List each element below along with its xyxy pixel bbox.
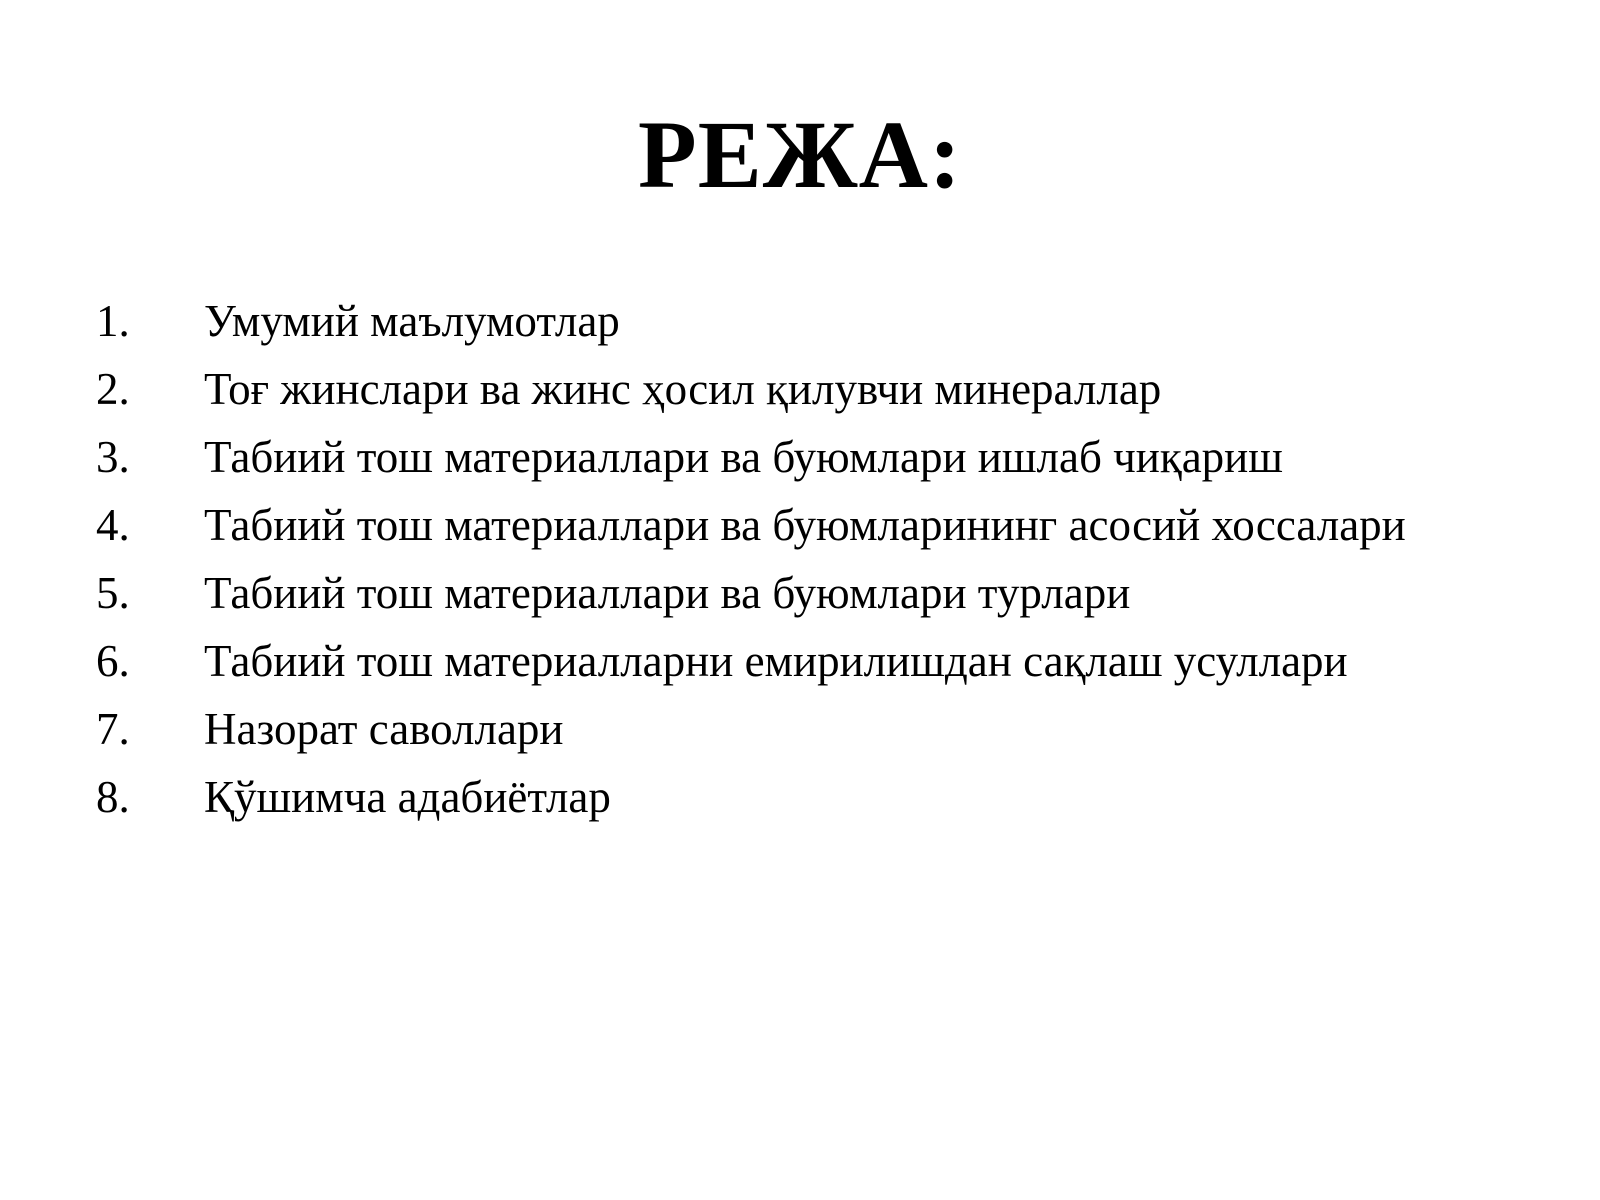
plan-item-5: [96, 564, 1516, 622]
plan-item-number: 4.: [96, 500, 130, 550]
plan-item-1: [96, 292, 1516, 350]
plan-item-text: Тоғ жинслари ва жинс ҳосил қилувчи минераллар: [204, 364, 1162, 414]
plan-item-text: Табиий тош материаллари ва буюмлари ишлаб чиқариш: [204, 432, 1283, 482]
plan-item-text: Умумий маълумотлар: [204, 296, 620, 346]
plan-item-number: 6.: [96, 636, 130, 686]
plan-item-number: 5.: [96, 568, 130, 618]
plan-item-3: [96, 428, 1516, 486]
slide-title: РЕЖА:: [638, 101, 962, 208]
plan-item-6: [96, 632, 1516, 690]
plan-item-number: 8.: [96, 772, 130, 822]
plan-item-number: 7.: [96, 704, 130, 754]
plan-item-number: 3.: [96, 432, 130, 482]
plan-item-text: Табиий тош материаллари ва буюмларининг асосий хоссалари: [204, 500, 1406, 550]
plan-item-number: 1.: [96, 296, 130, 346]
plan-item-number: 2.: [96, 364, 130, 414]
plan-item-text: Табиий тош материалларни емирилишдан сақлаш усуллари: [204, 636, 1348, 686]
plan-item-8: [96, 768, 1516, 826]
plan-item-text: Қўшимча адабиётлар: [204, 772, 611, 822]
plan-item-4: [96, 496, 1516, 554]
plan-item-7: [96, 700, 1516, 758]
plan-item-2: [96, 360, 1516, 418]
plan-list: [96, 292, 1516, 836]
plan-item-text: Табиий тош материаллари ва буюмлари турлари: [204, 568, 1131, 618]
plan-item-text: Назорат саволлари: [204, 704, 564, 754]
